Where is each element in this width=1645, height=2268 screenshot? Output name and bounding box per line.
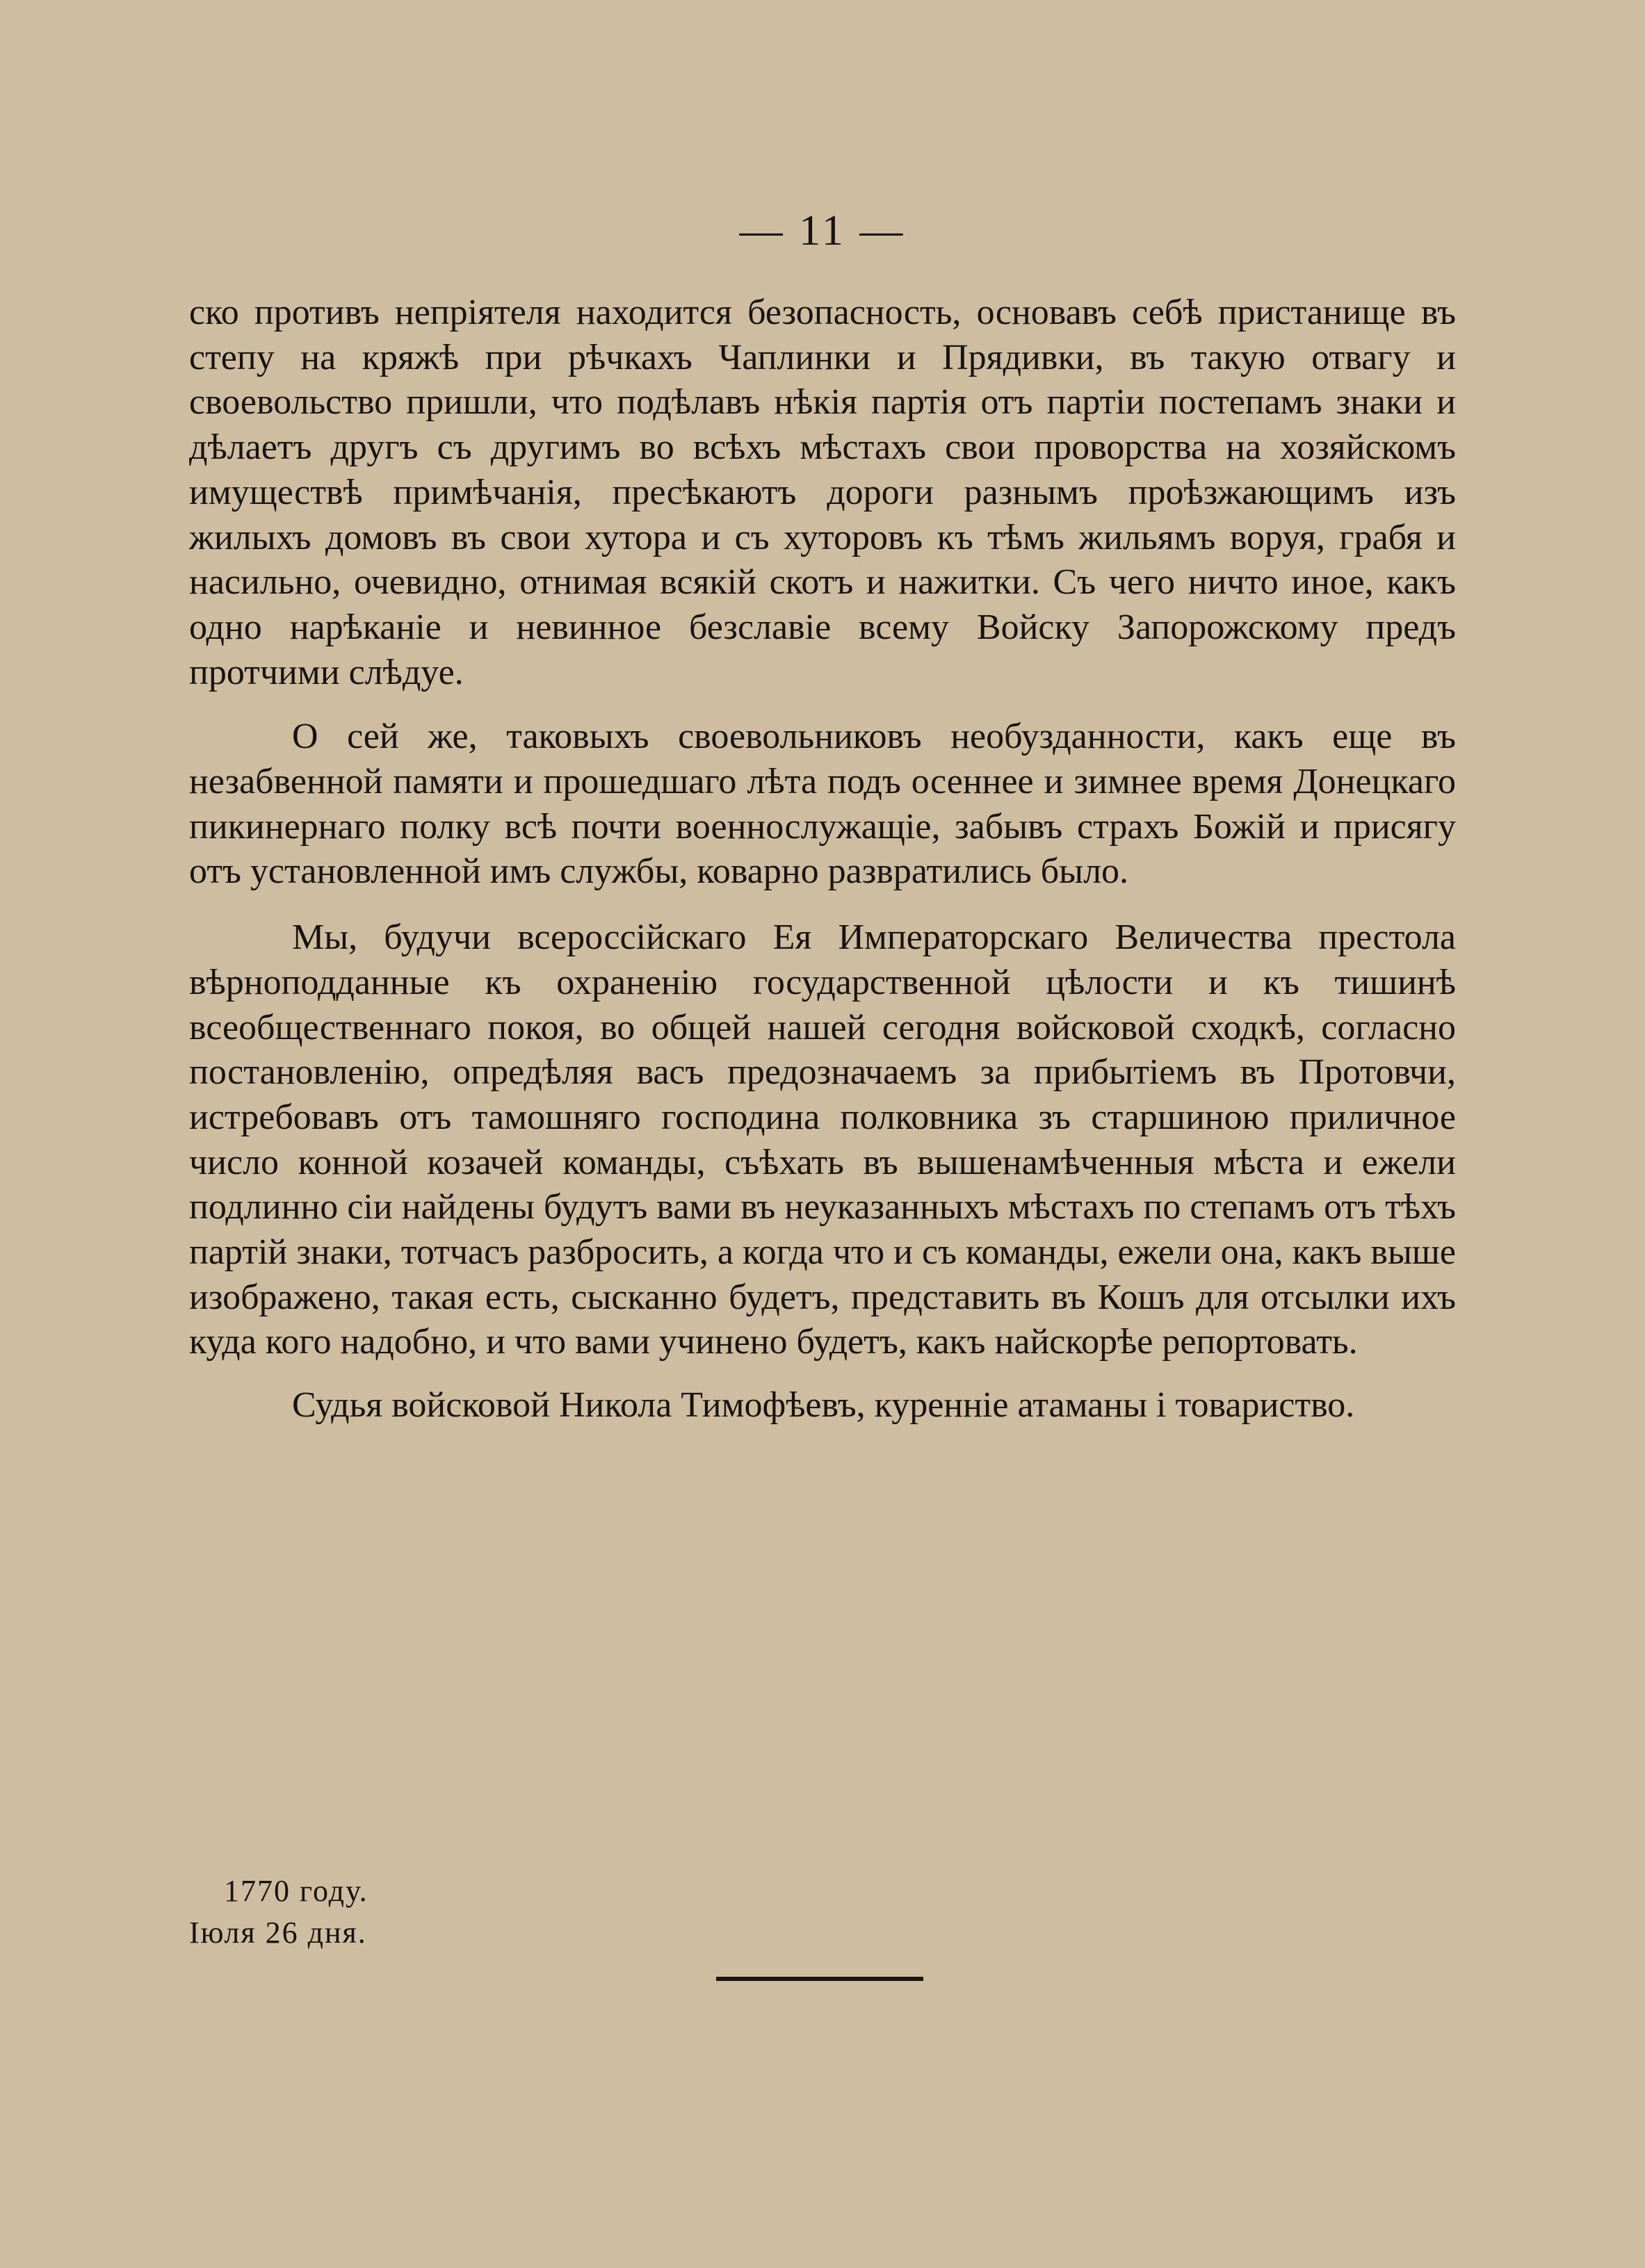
paragraph-2: О сей же, таковыхъ своевольниковъ необузданности, какъ еще въ незабвенной памяти и прошедшаго лѣта подъ осеннее и зимнее время Донецкаго пикинернаго полку всѣ почти военнослужащіе, забывъ страхъ Божій и присягу отъ установленной имъ службы, коварно развратились было. bbox=[189, 717, 1456, 892]
paragraph-1: ско противъ непріятеля находится безопасность, основавъ себѣ пристанище въ степу на кряжѣ при рѣчкахъ Чаплинки и Прядивки, въ такую отвагу и своевольство пришли, что подѣлавъ нѣкія партія отъ партіи постепамъ знаки и дѣлаетъ другъ съ другимъ во всѣхъ мѣстахъ свои проворства на хозяйскомъ имуществѣ примѣчанія, пресѣкаютъ дороги разнымъ проѣзжающимъ изъ жилыхъ домовъ въ свои хутора и съ хуторовъ къ тѣмъ жильямъ воруя, грабя и насильно, очевидно, отнимая всякій скотъ и нажитки. Съ чего ничто иное, какъ одно нарѣканіе и невинное безславіе всему Войску Запорожскому предъ протчими слѣдуе. bbox=[189, 293, 1456, 692]
date-day: Іюля 26 дня. bbox=[189, 1916, 367, 1950]
paragraph-3: Мы, будучи всероссійскаго Ея Императорскаго Величества престола вѣрноподданные къ охраненію государственной цѣлости и къ тишинѣ всеобщественнаго покоя, во общей нашей сегодня войсковой сходкѣ, согласно постановленію, опредѣляя васъ предозначаемъ за прибытіемъ въ Протовчи, истребовавъ отъ тамошняго господина полковника зъ старшиною приличное число конной козачей команды, съѣхать въ вышенамѣченныя мѣста и ежели подлинно сіи найдены будутъ вами въ неуказанныхъ мѣстахъ по степамъ отъ тѣхъ партій знаки, тотчасъ разбросить, а когда что и съ команды, ежели она, какъ выше изображено, такая есть, сысканно будетъ, представить въ Кошъ для отсылки ихъ куда кого надобно, и что вами учинено будетъ, какъ найскорѣе репортовать. bbox=[189, 917, 1456, 1362]
document-body bbox=[189, 291, 1456, 1428]
date-year: 1770 году. bbox=[224, 1874, 368, 1908]
end-rule-divider bbox=[716, 1977, 923, 1981]
signature-paragraph: Судья войсковой Никола Тимофѣевъ, куренніе атаманы і товариство. bbox=[292, 1385, 1355, 1426]
page-number: — 11 — bbox=[739, 207, 906, 254]
